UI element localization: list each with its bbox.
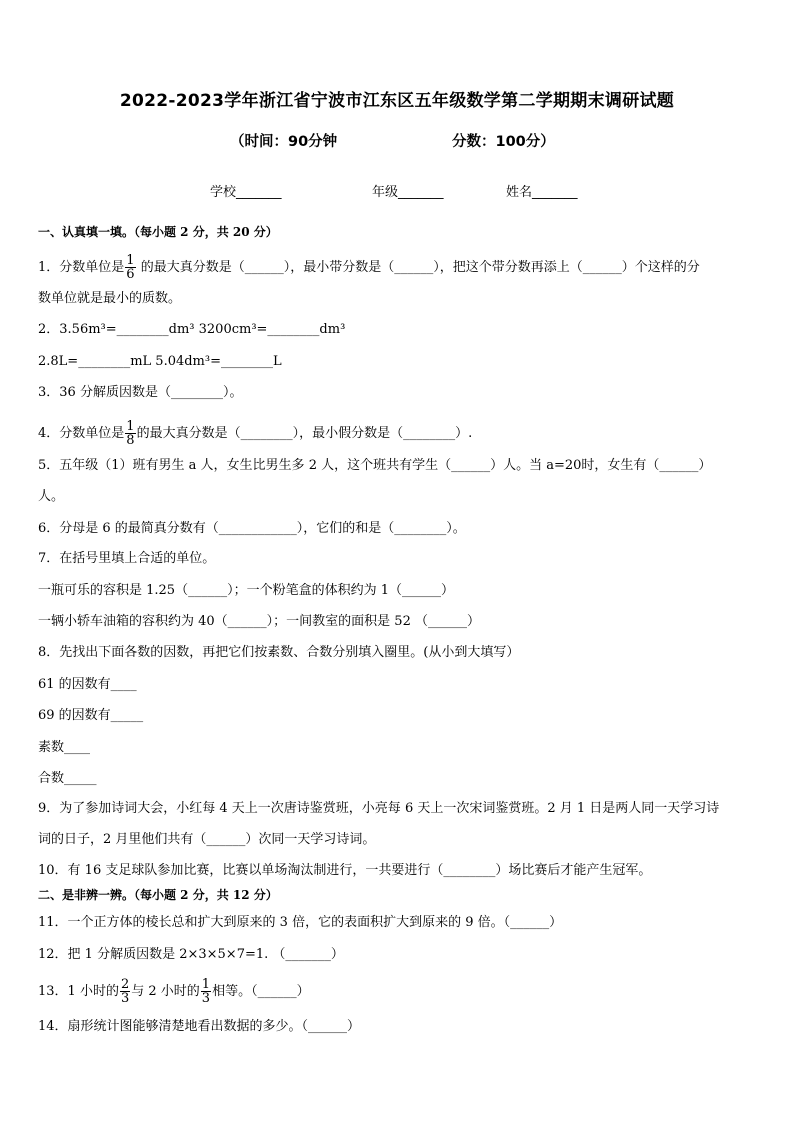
q13-text-b: 与 2 小时的: [131, 984, 200, 999]
q1-text-a: 1．分数单位是: [38, 260, 125, 275]
q4-text-b: 的最大真分数是（________），最小假分数是（________）.: [136, 426, 473, 441]
q13-frac2-denominator: 3: [201, 991, 211, 1006]
question-4: [38, 420, 472, 447]
q13-text-c: 相等。（______）: [212, 984, 310, 999]
question-7-line-3: 一辆小轿车油箱的容积约为 40（______）；一间教室的面积是 52 （______）: [38, 614, 480, 629]
question-8-composite: 合数_____: [38, 771, 97, 786]
section-2-heading: 二、是非辨一辨。（每小题 2 分，共 12 分）: [38, 888, 278, 902]
q1-fraction: [125, 254, 135, 281]
question-3: 3．36 分解质因数是（________）。: [38, 385, 243, 400]
q1-text-b: 的最大真分数是（______），最小带分数是（______），把这个带分数再添上（______）个这样的分: [140, 260, 700, 275]
q13-text-a: 13．1 小时的: [38, 984, 119, 999]
question-6: 6．分母是 6 的最简真分数有（____________），它们的和是（________）。: [38, 521, 466, 536]
q13-fraction-1: [120, 978, 130, 1005]
time-label: （时间：90分钟: [230, 134, 338, 150]
question-7: 7．在括号里填上合适的单位。: [38, 551, 216, 566]
question-1-cont: 数单位就是最小的质数。: [38, 291, 182, 306]
question-8-69: 69 的因数有_____: [38, 708, 144, 723]
question-14: 14．扇形统计图能够清楚地看出数据的多少。（______）: [38, 1019, 361, 1034]
question-8: 8．先找出下面各数的因数，再把它们按素数、合数分别填入圈里。(从小到大填写）: [38, 645, 520, 660]
question-12: 12．把 1 分解质因数是 2×3×5×7=1. （_______）: [38, 947, 344, 962]
q4-fraction: [125, 420, 135, 447]
question-9-cont: 词的日子，2 月里他们共有（______）次同一天学习诗词。: [38, 832, 376, 847]
question-5-cont: 人。: [38, 489, 65, 504]
school-field: 学校_______: [210, 185, 282, 200]
question-9: 9．为了参加诗词大会，小红每 4 天上一次唐诗鉴赏班，小亮每 6 天上一次宋词鉴赏班。2 月 1 日是两人同一天学习诗: [38, 801, 720, 816]
q1-frac-denominator: 6: [126, 267, 135, 282]
question-11: 11．一个正方体的棱长总和扩大到原来的 3 倍，它的表面积扩大到原来的 9 倍。（______）: [38, 915, 563, 930]
question-2-line-2: 2.8L=________mL 5.04dm³=________L: [38, 354, 282, 369]
question-7-line-2: 一瓶可乐的容积是 1.25（______）；一个粉笔盒的体积约为 1（______）: [38, 583, 454, 598]
score-label: 分数：100分）: [452, 134, 555, 150]
q1-frac-numerator: 1: [126, 253, 135, 268]
page-title: 2022-2023学年浙江省宁波市江东区五年级数学第二学期期末调研试题: [119, 91, 675, 111]
question-10: 10．有 16 支足球队参加比赛，比赛以单场淘汰制进行，一共要进行（________）场比赛后才能产生冠军。: [38, 863, 652, 878]
q4-text-a: 4．分数单位是: [38, 426, 125, 441]
grade-field: 年级_______: [372, 185, 444, 200]
q4-frac-denominator: 8: [126, 433, 135, 448]
q13-fraction-2: [201, 978, 211, 1005]
name-field: 姓名_______: [506, 185, 578, 200]
question-2-line-1: 2．3.56m³=________dm³ 3200cm³=________dm³: [38, 322, 346, 337]
question-8-61: 61 的因数有____: [38, 677, 137, 692]
q13-frac1-denominator: 3: [120, 991, 130, 1006]
q4-frac-numerator: 1: [126, 419, 135, 434]
question-1: [38, 254, 700, 281]
q13-frac1-numerator: 2: [120, 977, 130, 992]
question-13: [38, 978, 310, 1005]
question-8-prime: 素数____: [38, 740, 91, 755]
section-1-heading: 一、认真填一填。（每小题 2 分，共 20 分）: [38, 225, 278, 239]
question-5: 5．五年级（1）班有男生 a 人，女生比男生多 2 人，这个班共有学生（______）人。当 a=20时，女生有（______）: [38, 458, 712, 473]
q13-frac2-numerator: 1: [201, 977, 211, 992]
